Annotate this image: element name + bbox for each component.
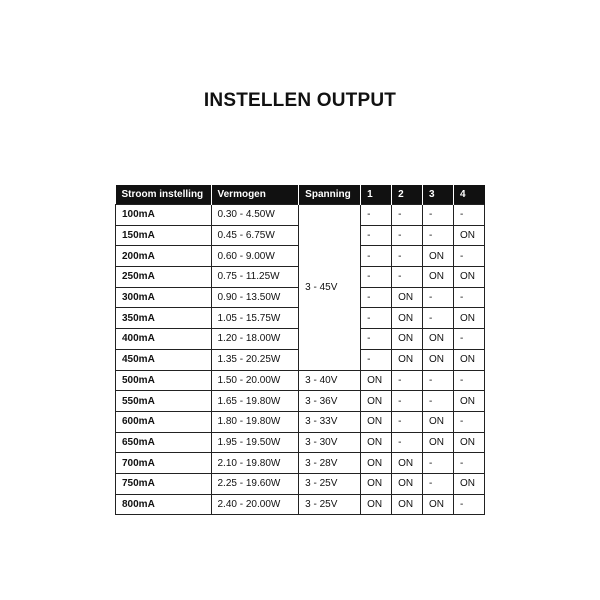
switch-1-cell: - xyxy=(361,267,392,288)
spanning-cell: 3 - 40V xyxy=(299,370,361,391)
switch-2-cell: - xyxy=(392,391,423,412)
table-row xyxy=(116,453,485,474)
header-stroom: Stroom instelling xyxy=(116,185,212,205)
switch-1-cell: ON xyxy=(361,494,392,515)
table-body xyxy=(116,205,485,515)
spanning-cell: 3 - 36V xyxy=(299,391,361,412)
switch-2-cell: - xyxy=(392,205,423,226)
switch-3-cell: ON xyxy=(423,246,454,267)
switch-4-cell: - xyxy=(453,494,484,515)
switch-2-cell: ON xyxy=(392,308,423,329)
switch-2-cell: - xyxy=(392,225,423,246)
switch-1-cell: - xyxy=(361,246,392,267)
switch-3-cell: ON xyxy=(423,349,454,370)
switch-4-cell: ON xyxy=(453,225,484,246)
stroom-cell: 200mA xyxy=(116,246,212,267)
vermogen-cell: 1.50 - 20.00W xyxy=(211,370,299,391)
stroom-cell: 800mA xyxy=(116,494,212,515)
vermogen-cell: 1.95 - 19.50W xyxy=(211,432,299,453)
table-row xyxy=(116,391,485,412)
vermogen-cell: 1.80 - 19.80W xyxy=(211,411,299,432)
header-spanning: Spanning xyxy=(299,185,361,205)
table-row xyxy=(116,473,485,494)
header-vermogen: Vermogen xyxy=(211,185,299,205)
vermogen-cell: 2.40 - 20.00W xyxy=(211,494,299,515)
table-row xyxy=(116,494,485,515)
vermogen-cell: 0.30 - 4.50W xyxy=(211,205,299,226)
spanning-merged-cell: 3 - 45V xyxy=(299,205,361,371)
stroom-cell: 350mA xyxy=(116,308,212,329)
table-row xyxy=(116,370,485,391)
stroom-cell: 450mA xyxy=(116,349,212,370)
vermogen-cell: 0.45 - 6.75W xyxy=(211,225,299,246)
switch-1-cell: - xyxy=(361,349,392,370)
switch-2-cell: ON xyxy=(392,287,423,308)
spanning-cell: 3 - 28V xyxy=(299,453,361,474)
switch-2-cell: ON xyxy=(392,494,423,515)
stroom-cell: 500mA xyxy=(116,370,212,391)
spanning-cell: 3 - 25V xyxy=(299,473,361,494)
switch-2-cell: - xyxy=(392,370,423,391)
vermogen-cell: 1.20 - 18.00W xyxy=(211,329,299,350)
switch-4-cell: - xyxy=(453,246,484,267)
switch-3-cell: ON xyxy=(423,432,454,453)
table-header-row xyxy=(116,185,485,205)
vermogen-cell: 0.60 - 9.00W xyxy=(211,246,299,267)
switch-3-cell: - xyxy=(423,370,454,391)
stroom-cell: 750mA xyxy=(116,473,212,494)
stroom-cell: 600mA xyxy=(116,411,212,432)
switch-3-cell: - xyxy=(423,308,454,329)
switch-2-cell: - xyxy=(392,432,423,453)
switch-4-cell: - xyxy=(453,329,484,350)
switch-3-cell: ON xyxy=(423,329,454,350)
switch-4-cell: ON xyxy=(453,308,484,329)
switch-3-cell: - xyxy=(423,205,454,226)
spanning-cell: 3 - 30V xyxy=(299,432,361,453)
switch-1-cell: - xyxy=(361,205,392,226)
vermogen-cell: 0.75 - 11.25W xyxy=(211,267,299,288)
vermogen-cell: 1.65 - 19.80W xyxy=(211,391,299,412)
switch-3-cell: - xyxy=(423,453,454,474)
switch-2-cell: ON xyxy=(392,329,423,350)
stroom-cell: 150mA xyxy=(116,225,212,246)
switch-2-cell: - xyxy=(392,411,423,432)
spanning-cell: 3 - 33V xyxy=(299,411,361,432)
stroom-cell: 300mA xyxy=(116,287,212,308)
header-switch-2: 2 xyxy=(392,185,423,205)
header-switch-4: 4 xyxy=(453,185,484,205)
switch-4-cell: ON xyxy=(453,432,484,453)
table-row xyxy=(116,411,485,432)
switch-2-cell: ON xyxy=(392,453,423,474)
header-switch-3: 3 xyxy=(423,185,454,205)
table-row xyxy=(116,205,485,226)
switch-3-cell: ON xyxy=(423,411,454,432)
switch-1-cell: - xyxy=(361,225,392,246)
switch-4-cell: - xyxy=(453,287,484,308)
vermogen-cell: 2.25 - 19.60W xyxy=(211,473,299,494)
switch-2-cell: ON xyxy=(392,349,423,370)
switch-1-cell: ON xyxy=(361,473,392,494)
stroom-cell: 100mA xyxy=(116,205,212,226)
switch-4-cell: ON xyxy=(453,349,484,370)
vermogen-cell: 0.90 - 13.50W xyxy=(211,287,299,308)
switch-4-cell: ON xyxy=(453,267,484,288)
switch-1-cell: ON xyxy=(361,370,392,391)
switch-4-cell: - xyxy=(453,205,484,226)
switch-3-cell: - xyxy=(423,473,454,494)
stroom-cell: 250mA xyxy=(116,267,212,288)
switch-3-cell: - xyxy=(423,287,454,308)
vermogen-cell: 2.10 - 19.80W xyxy=(211,453,299,474)
switch-2-cell: - xyxy=(392,246,423,267)
switch-3-cell: ON xyxy=(423,494,454,515)
switch-1-cell: ON xyxy=(361,453,392,474)
switch-1-cell: - xyxy=(361,287,392,308)
switch-1-cell: ON xyxy=(361,411,392,432)
switch-4-cell: ON xyxy=(453,391,484,412)
switch-4-cell: - xyxy=(453,453,484,474)
switch-1-cell: - xyxy=(361,329,392,350)
switch-4-cell: - xyxy=(453,411,484,432)
stroom-cell: 400mA xyxy=(116,329,212,350)
header-switch-1: 1 xyxy=(361,185,392,205)
switch-3-cell: - xyxy=(423,225,454,246)
stroom-cell: 650mA xyxy=(116,432,212,453)
switch-4-cell: - xyxy=(453,370,484,391)
switch-4-cell: ON xyxy=(453,473,484,494)
switch-1-cell: - xyxy=(361,308,392,329)
vermogen-cell: 1.35 - 20.25W xyxy=(211,349,299,370)
stroom-cell: 700mA xyxy=(116,453,212,474)
page-title: INSTELLEN OUTPUT xyxy=(203,90,397,111)
stroom-cell: 550mA xyxy=(116,391,212,412)
switch-1-cell: ON xyxy=(361,391,392,412)
table-row xyxy=(116,432,485,453)
switch-2-cell: - xyxy=(392,267,423,288)
spanning-cell: 3 - 25V xyxy=(299,494,361,515)
output-settings-table xyxy=(115,185,485,515)
vermogen-cell: 1.05 - 15.75W xyxy=(211,308,299,329)
switch-3-cell: - xyxy=(423,391,454,412)
switch-2-cell: ON xyxy=(392,473,423,494)
switch-3-cell: ON xyxy=(423,267,454,288)
switch-1-cell: ON xyxy=(361,432,392,453)
